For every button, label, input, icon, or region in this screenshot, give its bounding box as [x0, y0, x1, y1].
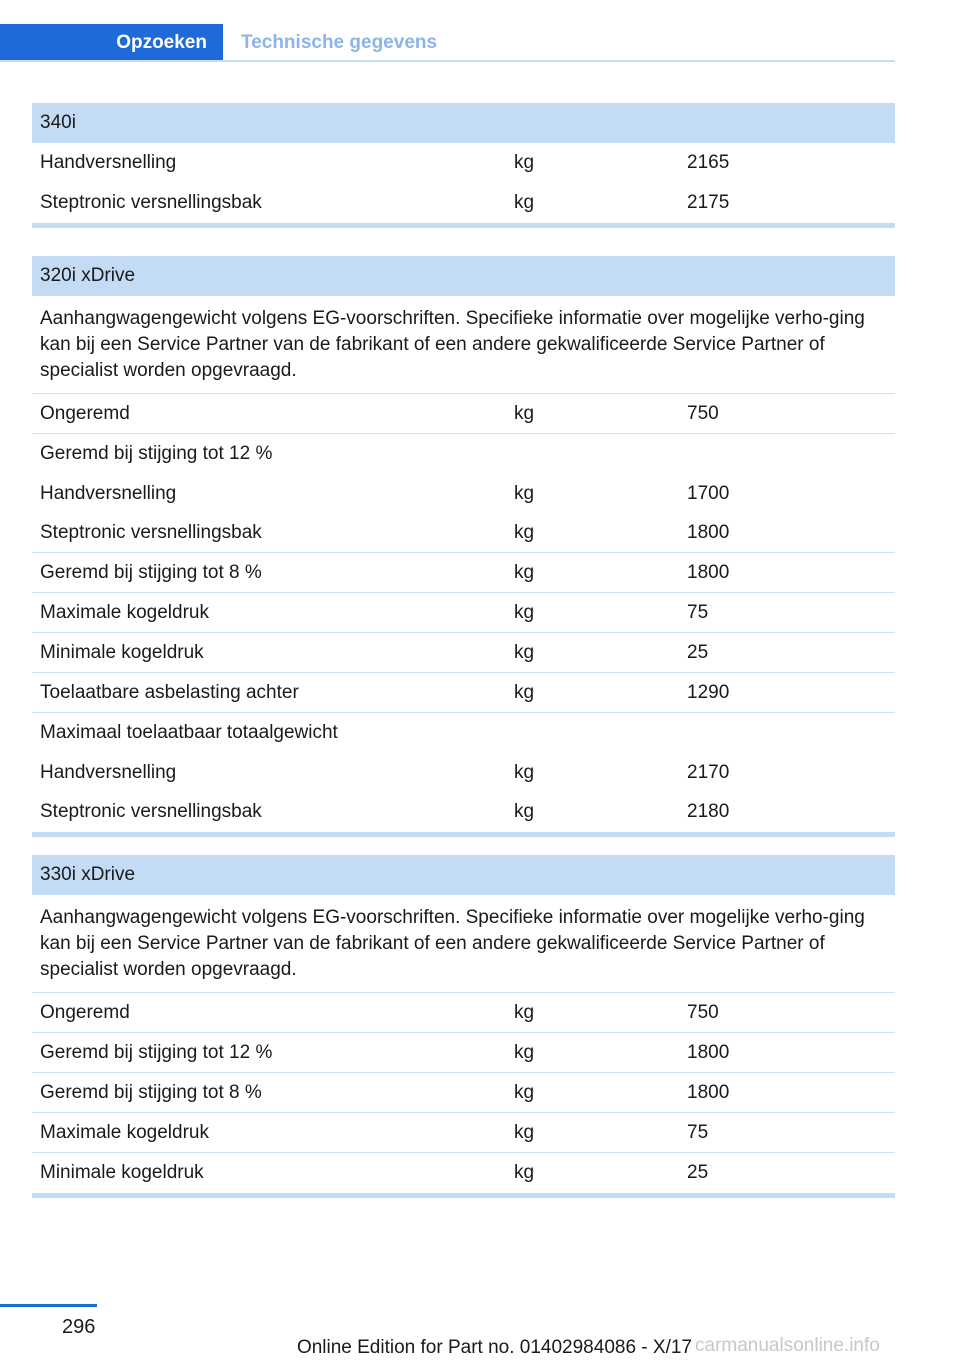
row-unit: kg — [514, 482, 535, 504]
row-label: Maximaal toelaatbaar totaalgewicht — [40, 722, 338, 743]
row-unit: kg — [514, 801, 535, 822]
table-row — [32, 1113, 895, 1153]
row-label: Ongeremd — [40, 1002, 130, 1023]
table-bottom-bar — [32, 223, 895, 228]
row-value: 1800 — [687, 1082, 730, 1103]
row-unit: kg — [514, 1122, 535, 1143]
row-value: 750 — [687, 1002, 719, 1023]
row-label: Handversnelling — [40, 761, 177, 783]
edition-text: Online Edition for Part no. 01402984086 - X/17 — [296, 1337, 692, 1358]
row-label: Maximale kogeldruk — [40, 1122, 209, 1143]
table-row — [32, 143, 895, 183]
row-unit: kg — [514, 192, 535, 213]
row-unit: kg — [514, 1002, 535, 1023]
row-unit: kg — [514, 682, 535, 703]
table-row — [32, 673, 895, 713]
watermark: carmanualsonline.info — [695, 1335, 880, 1356]
table-row — [32, 713, 895, 753]
row-unit: kg — [514, 761, 535, 783]
table-note: Aanhangwagengewicht volgens EG-voorschriften. Specifieke informatie over mogelijke verho-ging kan bij een Service Partner van de fabrikant of een andere gekwalificeerde Service Partner of specialist worden opgevraagd. — [32, 296, 895, 394]
row-value: 1700 — [687, 482, 730, 504]
row-label: Geremd bij stijging tot 8 % — [40, 1082, 262, 1103]
tab-technische-gegevens-label: Technische gegevens — [241, 31, 438, 53]
page-number-rule — [0, 1304, 97, 1307]
row-label: Ongeremd — [40, 403, 130, 424]
row-unit: kg — [514, 562, 535, 583]
tab-opzoeken[interactable] — [0, 24, 223, 61]
row-value: 75 — [687, 602, 709, 623]
page-number: 296 — [62, 1316, 96, 1338]
table-bottom-bar — [32, 832, 895, 837]
row-label: Handversnelling — [40, 482, 177, 504]
table-320i-xdrive — [32, 256, 895, 837]
table-row — [32, 394, 895, 434]
row-label: Minimale kogeldruk — [40, 642, 204, 663]
table-row — [32, 474, 895, 513]
row-label: Geremd bij stijging tot 12 % — [40, 443, 273, 464]
table-340i — [32, 103, 895, 228]
table-row — [32, 593, 895, 633]
table-row — [32, 434, 895, 474]
row-label: Steptronic versnellingsbak — [40, 192, 262, 213]
header-divider — [0, 60, 895, 62]
table-row — [32, 993, 895, 1033]
table-330i-xdrive — [32, 855, 895, 1198]
row-label: Minimale kogeldruk — [40, 1162, 204, 1183]
row-unit: kg — [514, 522, 535, 543]
row-value: 75 — [687, 1122, 709, 1143]
row-label: Maximale kogeldruk — [40, 602, 209, 623]
row-value: 25 — [687, 1162, 709, 1183]
page-header — [0, 0, 895, 62]
table-row — [32, 553, 895, 593]
table-row — [32, 753, 895, 792]
row-label: Steptronic versnellingsbak — [40, 801, 262, 822]
row-value: 1800 — [687, 1042, 730, 1063]
row-value: 1800 — [687, 522, 730, 543]
row-label: Geremd bij stijging tot 12 % — [40, 1042, 273, 1063]
table-row — [32, 513, 895, 553]
row-label: Handversnelling — [40, 152, 177, 173]
table-row — [32, 1033, 895, 1073]
table-note: Aanhangwagengewicht volgens EG-voorschriften. Specifieke informatie over mogelijke verho-ging kan bij een Service Partner van de fabrikant of een andere gekwalificeerde Service Partner of specialist worden opgevraagd. — [32, 895, 895, 993]
table-title: 330i xDrive — [32, 855, 895, 895]
row-unit: kg — [514, 1162, 535, 1183]
row-unit: kg — [514, 1082, 535, 1103]
row-value: 750 — [687, 403, 719, 424]
row-label: Steptronic versnellingsbak — [40, 522, 262, 543]
table-title: 340i — [32, 103, 895, 143]
row-unit: kg — [514, 602, 535, 623]
row-value: 2170 — [687, 761, 730, 783]
row-label: Toelaatbare asbelasting achter — [40, 682, 299, 703]
row-value: 25 — [687, 642, 709, 663]
row-value: 2180 — [687, 801, 730, 822]
row-unit: kg — [514, 403, 535, 424]
row-label: Geremd bij stijging tot 8 % — [40, 562, 262, 583]
table-row — [32, 1153, 895, 1193]
row-unit: kg — [514, 1042, 535, 1063]
table-row — [32, 1073, 895, 1113]
table-row — [32, 183, 895, 223]
row-value: 1290 — [687, 682, 730, 703]
tab-opzoeken-label: Opzoeken — [116, 31, 207, 53]
row-value: 1800 — [687, 562, 730, 583]
row-unit: kg — [514, 152, 535, 173]
tab-technische-gegevens[interactable] — [241, 24, 437, 61]
row-unit: kg — [514, 642, 535, 663]
table-title: 320i xDrive — [32, 256, 895, 296]
table-row — [32, 792, 895, 832]
table-bottom-bar — [32, 1193, 895, 1198]
row-value: 2175 — [687, 192, 730, 213]
row-value: 2165 — [687, 152, 730, 173]
table-row — [32, 633, 895, 673]
